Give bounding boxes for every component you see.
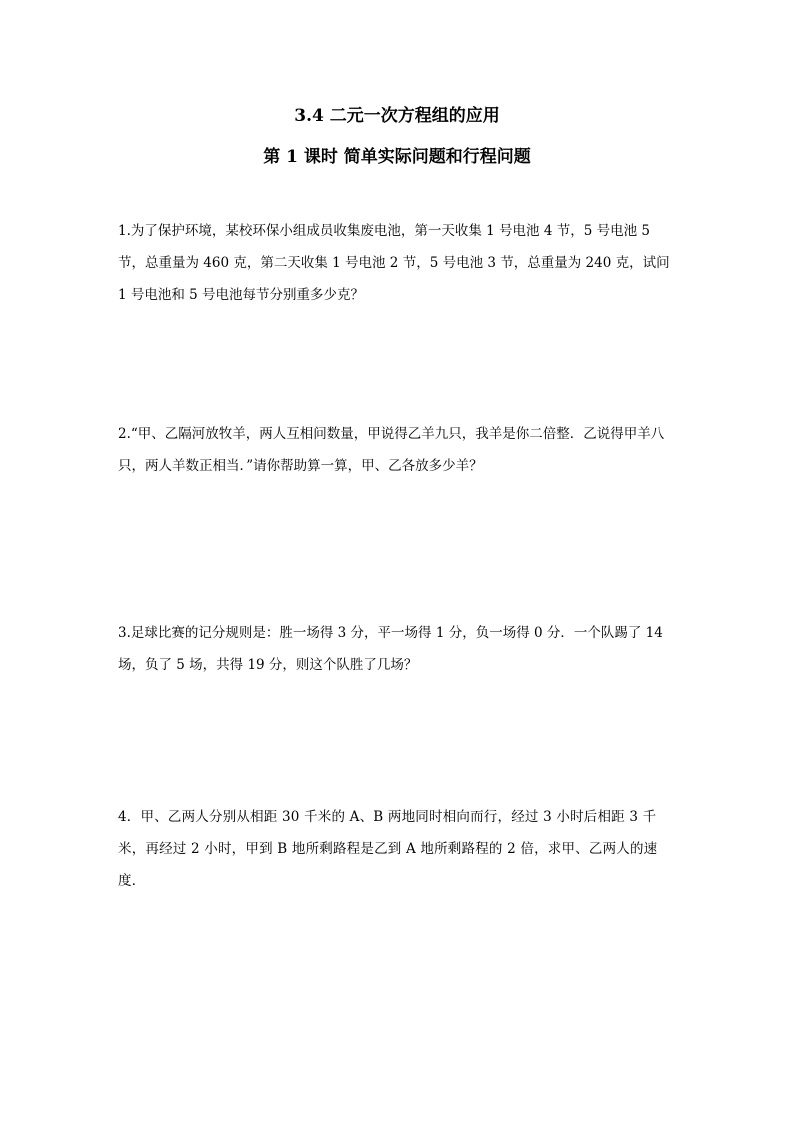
question-1: 1.为了保护环境，某校环保小组成员收集废电池，第一天收集 1 号电池 4 节，5 号电池 5 节，总重量为 460 克，第二天收集 1 号电池 2 节，5 号电池 3 节，总重量为 240 克，试问 1 号电池和 5 号电池每节分别重多少克？ [118, 223, 670, 303]
page-title: 3.4 二元一次方程组的应用 [294, 106, 500, 126]
question-4: 4．甲、乙两人分别从相距 30 千米的 A、B 两地同时相向而行，经过 3 小时后相距 3 千米，再经过 2 小时，甲到 B 地所剩路程是乙到 A 地所剩路程的 2 倍，求甲、乙两人的速度． [118, 809, 658, 889]
question-3: 3.足球比赛的记分规则是：胜一场得 3 分，平一场得 1 分，负一场得 0 分．一个队踢了 14 场，负了 5 场，共得 19 分，则这个队胜了几场？ [118, 625, 663, 673]
lesson-subtitle: 第 1 课时 简单实际问题和行程问题 [263, 147, 531, 167]
question-2: 2.“甲、乙隔河放牧羊，两人互相问数量，甲说得乙羊九只，我羊是你二倍整．乙说得甲羊八只，两人羊数正相当．”请你帮助算一算，甲、乙各放多少羊？ [118, 426, 665, 474]
